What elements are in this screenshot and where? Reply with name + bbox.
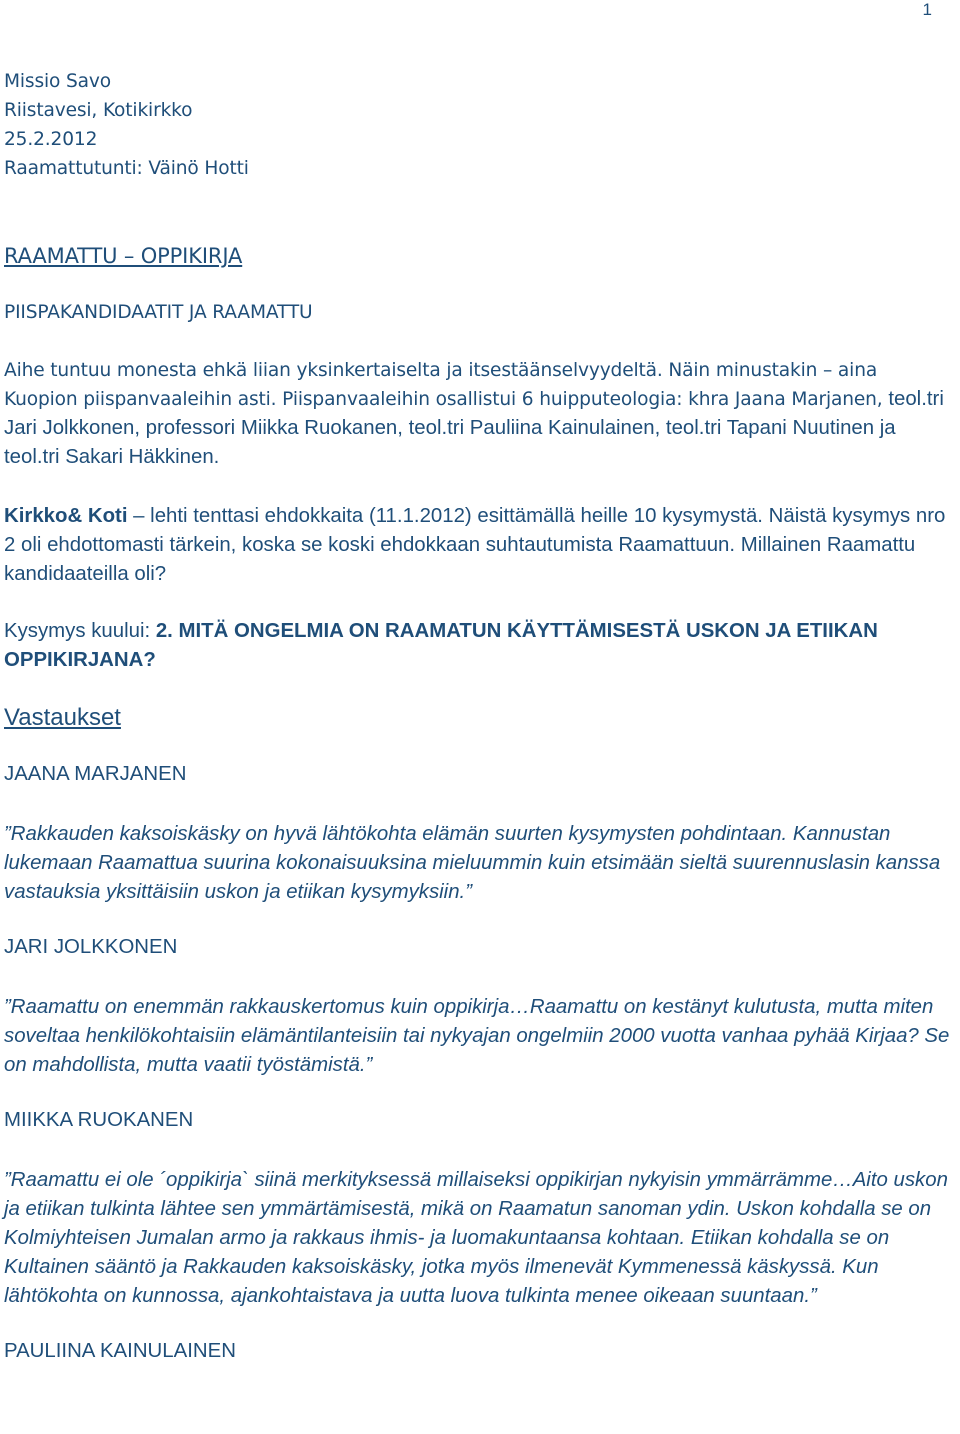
- kirkko-koti-name: Kirkko& Koti: [4, 505, 128, 527]
- question-paragraph: [4, 617, 956, 675]
- header-date: 25.2.2012: [4, 129, 98, 150]
- answer-quote-jolkkonen: ”Raamattu on enemmän rakkauskertomus kuin oppikirja…Raamattu on kestänyt kulutusta, mutta miten soveltaa henkilökohtaisiin elämäntilanteisiin tai nykyajan ongelmiin 2000 vuotta vanhaa pyhää Kirjaa? Se on mahdollista, mutta vaatii työstämistä.”: [4, 996, 950, 1076]
- answer-quote-marjanen: ”Rakkauden kaksoiskäsky on hyvä lähtökohta elämän suurten kysymysten pohdintaan. Kannustan lukemaan Raamattua suurina kokonaisuuksina mieluummin kuin etsimään sieltä suurennuslasin kanssa vastauksia yksittäisiin uskon ja etiikan kysymyksiin.”: [4, 823, 941, 903]
- answers-heading: Vastaukset: [4, 704, 121, 731]
- section-title: PIISPAKANDIDAATIT JA RAAMATTU: [4, 302, 313, 323]
- question-text: 2. MITÄ ONGELMIA ON RAAMATUN KÄYTTÄMISESTÄ USKON JA ETIIKAN OPPIKIRJANA?: [4, 620, 878, 671]
- answer-name-kainulainen: PAULIINA KAINULAINEN: [4, 1340, 236, 1362]
- document-header: [4, 67, 956, 183]
- header-session: Raamattutunti: Väinö Hotti: [4, 158, 249, 179]
- intro-part-1: Aihe tuntuu monesta ehkä liian yksinkertaiselta ja itsestäänselvyydeltä. Näin minustakin – aina Kuopion piispanvaaleihin asti. Piispanvaaleihin osallistui 6 huipputeologia: khra Jaana Marjanen,: [4, 360, 889, 410]
- answer-name-marjanen: JAANA MARJANEN: [4, 763, 187, 785]
- kirkko-paragraph: [4, 502, 956, 589]
- intro-part-2: teol.tri Jari Jolkkonen, professori Miikka Ruokanen, teol.tri Pauliina Kainulainen, teol.tri Tapani Nuutinen ja teol.tri Sakari Häkkinen.: [4, 388, 944, 468]
- answer-name-jolkkonen: JARI JOLKKONEN: [4, 936, 178, 958]
- kirkko-text: – lehti tenttasi ehdokkaita (11.1.2012) esittämällä heille 10 kysymystä. Näistä kysymys nro 2 oli ehdottomasti tärkein, koska se koski ehdokkaan suhtautumista Raamattuun. Millainen Raamattu kandidaateilla oli?: [4, 505, 946, 585]
- page-number: 1: [922, 0, 932, 19]
- answer-quote-ruokanen: ”Raamattu ei ole ´oppikirja` siinä merkityksessä millaiseksi oppikirjan nykyisin ymmärrämme…Aito uskon ja etiikan tulkinta lähtee sen ymmärtämisestä, mikä on Raamatun sanoman ydin. Uskon kohdalla se on Kolmiyhteisen Jumalan armo ja rakkaus ihmis- ja luomakuntaansa kohtaan. Etiikan kohdalla se on Kultainen sääntö ja Rakkauden kaksoiskäsky, jotka myös ilmenevät Kymmenessä käskyssä. Kun lähtökohta on kunnossa, ajankohtaistava ja uutta luova tulkinta menee oikeaan suuntaan.”: [4, 1169, 948, 1307]
- header-organization: Missio Savo: [4, 71, 111, 92]
- intro-paragraph: [4, 356, 956, 472]
- document-title: RAAMATTU – OPPIKIRJA: [4, 244, 243, 268]
- question-prefix: Kysymys kuului:: [4, 620, 156, 642]
- header-location: Riistavesi, Kotikirkko: [4, 100, 193, 121]
- document-body: [4, 67, 956, 1366]
- answer-name-ruokanen: MIIKKA RUOKANEN: [4, 1109, 194, 1131]
